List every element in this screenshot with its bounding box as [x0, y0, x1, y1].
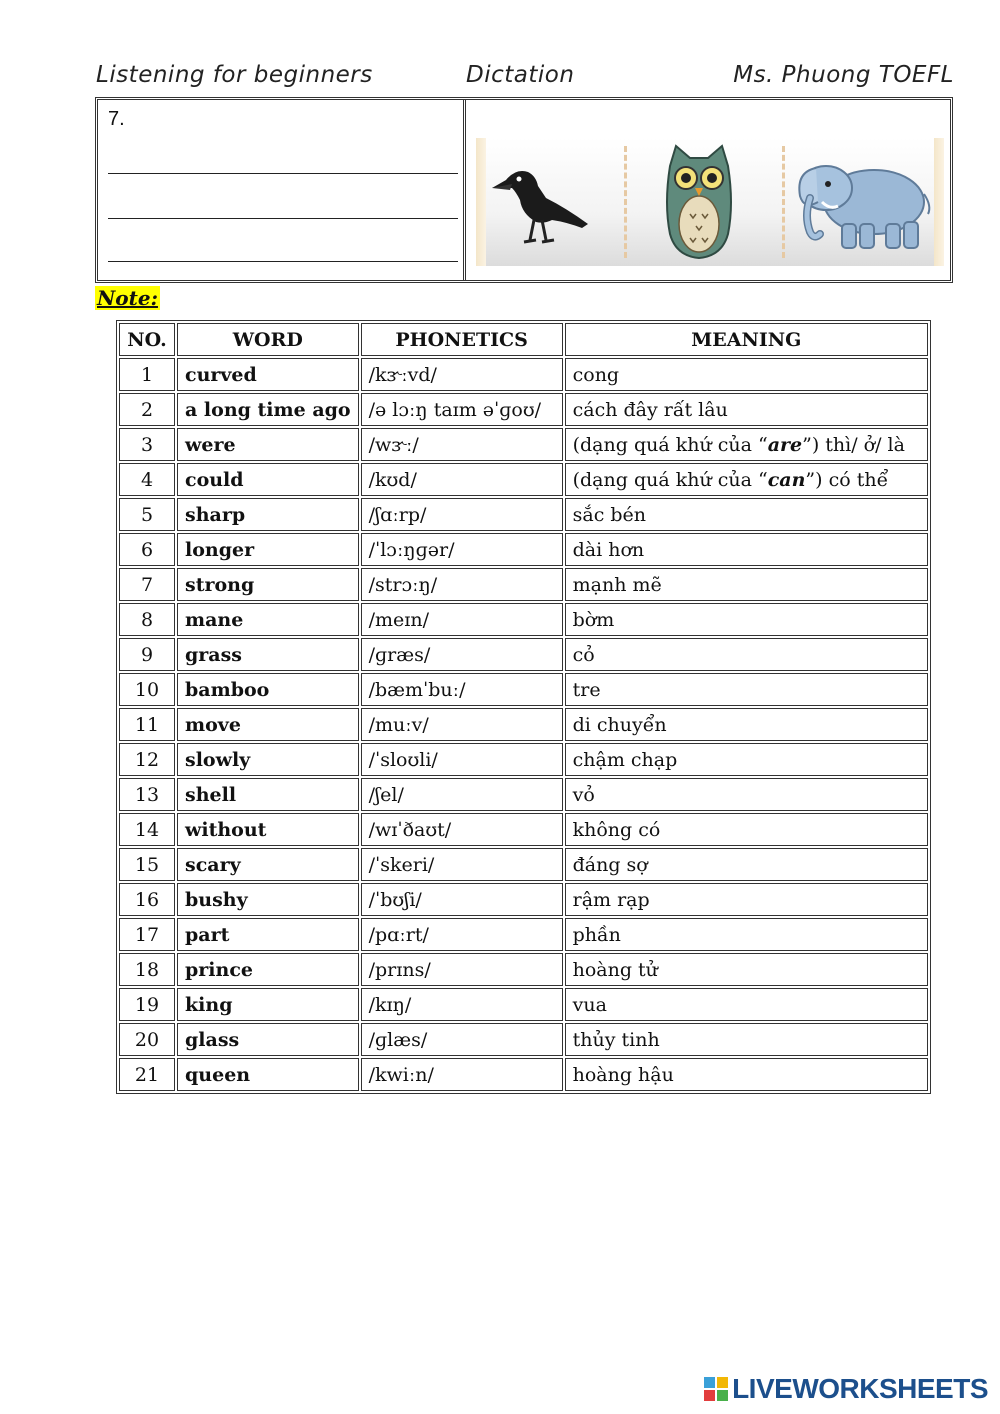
table-row [119, 498, 928, 531]
row-meaning: bờm [565, 603, 928, 636]
row-word: grass [177, 638, 359, 671]
meaning-emphasis: are [767, 433, 803, 456]
row-meaning: cong [565, 358, 928, 391]
row-phonetics: /strɔːŋ/ [361, 568, 563, 601]
row-meaning: vỏ [565, 778, 928, 811]
row-word: slowly [177, 743, 359, 776]
picture-divider [782, 146, 785, 258]
owl-image [662, 144, 736, 262]
row-meaning: phần [565, 918, 928, 951]
table-row [119, 428, 928, 461]
row-phonetics: /ʃɑːrp/ [361, 498, 563, 531]
row-word: prince [177, 953, 359, 986]
row-word: glass [177, 1023, 359, 1056]
header-course-title: Listening for beginners [96, 62, 373, 88]
row-phonetics: /ˈsloʊli/ [361, 743, 563, 776]
column-header-no: NO. [119, 323, 175, 356]
row-meaning: cỏ [565, 638, 928, 671]
row-meaning [565, 463, 928, 496]
row-meaning: hoàng hậu [565, 1058, 928, 1091]
animal-pictures [476, 138, 944, 266]
row-word: scary [177, 848, 359, 881]
row-meaning: cách đây rất lâu [565, 393, 928, 426]
table-body [119, 358, 928, 1091]
row-number: 15 [119, 848, 175, 881]
crow-image [486, 150, 596, 250]
row-word: shell [177, 778, 359, 811]
row-meaning: không có [565, 813, 928, 846]
row-number: 18 [119, 953, 175, 986]
logo-mark-icon [704, 1377, 728, 1401]
answer-area [98, 100, 466, 280]
meaning-text: (dạng quá khứ của “ [572, 433, 768, 456]
row-number: 12 [119, 743, 175, 776]
table-row [119, 743, 928, 776]
row-word: king [177, 988, 359, 1021]
dictation-task-box [95, 97, 953, 283]
row-phonetics: /ɡlæs/ [361, 1023, 563, 1056]
row-number: 20 [119, 1023, 175, 1056]
row-phonetics: /pɑːrt/ [361, 918, 563, 951]
elephant-image [794, 150, 934, 254]
table-row [119, 533, 928, 566]
row-phonetics: /kwiːn/ [361, 1058, 563, 1091]
table-row [119, 813, 928, 846]
meaning-text: ”) có thể [805, 468, 889, 491]
table-row [119, 603, 928, 636]
table-row [119, 1058, 928, 1091]
row-phonetics: /ˈlɔːŋɡər/ [361, 533, 563, 566]
row-number: 21 [119, 1058, 175, 1091]
row-word: queen [177, 1058, 359, 1091]
row-phonetics: /muːv/ [361, 708, 563, 741]
row-phonetics: /ˈbʊʃi/ [361, 883, 563, 916]
answer-line[interactable] [108, 261, 458, 262]
note-label: Note: [97, 286, 158, 310]
row-number: 7 [119, 568, 175, 601]
row-phonetics: /wɝː/ [361, 428, 563, 461]
vocabulary-table [116, 320, 931, 1094]
answer-line[interactable] [108, 173, 458, 174]
row-meaning: thủy tinh [565, 1023, 928, 1056]
column-header-phonetics: PHONETICS [361, 323, 563, 356]
row-number: 8 [119, 603, 175, 636]
row-number: 11 [119, 708, 175, 741]
row-number: 3 [119, 428, 175, 461]
table-row [119, 463, 928, 496]
row-number: 13 [119, 778, 175, 811]
row-meaning: chậm chạp [565, 743, 928, 776]
row-word: part [177, 918, 359, 951]
table-row [119, 708, 928, 741]
answer-line[interactable] [108, 218, 458, 219]
row-word: move [177, 708, 359, 741]
picture-frame-left [476, 138, 486, 266]
picture-frame-right [934, 138, 944, 266]
row-word: longer [177, 533, 359, 566]
table-row [119, 358, 928, 391]
row-phonetics: /ˈskeri/ [361, 848, 563, 881]
row-word: bamboo [177, 673, 359, 706]
row-word: strong [177, 568, 359, 601]
row-word: a long time ago [177, 393, 359, 426]
row-word: could [177, 463, 359, 496]
row-word: mane [177, 603, 359, 636]
header-activity-title: Dictation [466, 62, 575, 88]
table-row [119, 638, 928, 671]
row-phonetics: /prɪns/ [361, 953, 563, 986]
row-phonetics: /ə lɔːŋ taɪm əˈɡoʊ/ [361, 393, 563, 426]
table-row [119, 953, 928, 986]
table-row [119, 918, 928, 951]
table-row [119, 673, 928, 706]
row-word: bushy [177, 883, 359, 916]
row-number: 2 [119, 393, 175, 426]
row-phonetics: /ʃel/ [361, 778, 563, 811]
row-meaning: rậm rạp [565, 883, 928, 916]
row-meaning: đáng sợ [565, 848, 928, 881]
task-number: 7. [108, 108, 125, 130]
meaning-text: (dạng quá khứ của “ [572, 468, 768, 491]
row-number: 16 [119, 883, 175, 916]
row-meaning: sắc bén [565, 498, 928, 531]
row-word: curved [177, 358, 359, 391]
row-meaning: hoàng tử [565, 953, 928, 986]
meaning-emphasis: can [767, 468, 806, 491]
row-meaning: di chuyển [565, 708, 928, 741]
row-phonetics: /kɝːvd/ [361, 358, 563, 391]
row-number: 14 [119, 813, 175, 846]
table-row [119, 393, 928, 426]
picture-divider [624, 146, 627, 258]
row-phonetics: /kʊd/ [361, 463, 563, 496]
row-number: 10 [119, 673, 175, 706]
row-phonetics: /wɪˈðaʊt/ [361, 813, 563, 846]
row-number: 5 [119, 498, 175, 531]
table-row [119, 778, 928, 811]
row-meaning: vua [565, 988, 928, 1021]
row-number: 9 [119, 638, 175, 671]
table-row [119, 1023, 928, 1056]
row-phonetics: /ɡræs/ [361, 638, 563, 671]
row-word: without [177, 813, 359, 846]
meaning-text: ”) thì/ ở/ là [802, 433, 905, 456]
column-header-meaning: MEANING [565, 323, 928, 356]
table-row [119, 988, 928, 1021]
row-word: sharp [177, 498, 359, 531]
row-number: 1 [119, 358, 175, 391]
row-meaning: mạnh mẽ [565, 568, 928, 601]
liveworksheets-logo [704, 1372, 988, 1406]
page-header [96, 62, 954, 94]
row-meaning: tre [565, 673, 928, 706]
row-phonetics: /meɪn/ [361, 603, 563, 636]
table-row [119, 883, 928, 916]
row-number: 17 [119, 918, 175, 951]
row-number: 6 [119, 533, 175, 566]
table-row [119, 848, 928, 881]
table-row [119, 568, 928, 601]
logo-text: LIVEWORKSHEETS [732, 1373, 988, 1404]
table-header-row [119, 323, 928, 356]
row-phonetics: /bæmˈbuː/ [361, 673, 563, 706]
row-phonetics: /kɪŋ/ [361, 988, 563, 1021]
row-meaning: dài hơn [565, 533, 928, 566]
column-header-word: WORD [177, 323, 359, 356]
row-meaning [565, 428, 928, 461]
header-teacher-name: Ms. Phuong TOEFL [733, 62, 954, 88]
row-number: 19 [119, 988, 175, 1021]
row-word: were [177, 428, 359, 461]
row-number: 4 [119, 463, 175, 496]
